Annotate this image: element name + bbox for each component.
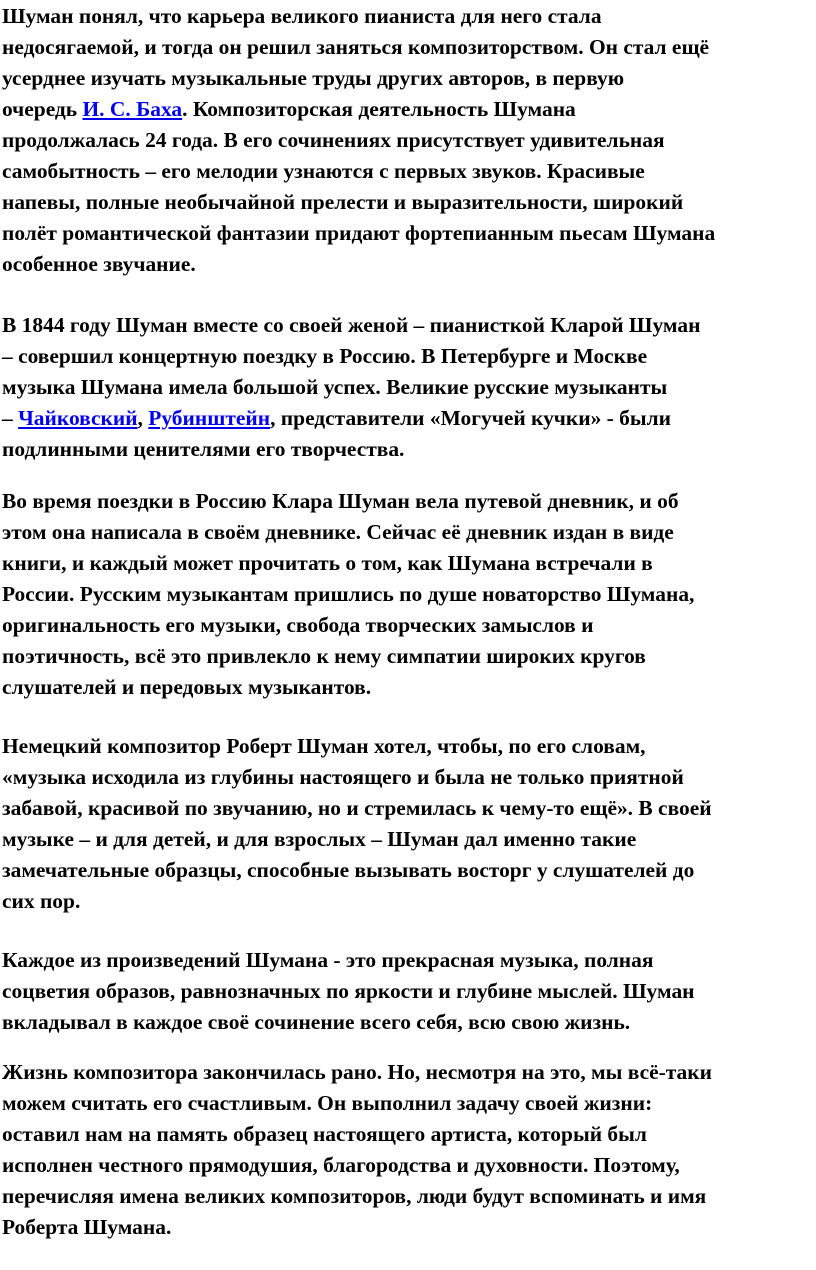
text-line: Жизнь композитора закончилась рано. Но, несмотря на это, мы всё-таки (2, 1060, 712, 1084)
text-line (2, 94, 816, 125)
text-line: оставил нам на память образец настоящего артиста, который был (2, 1122, 647, 1146)
text-line: продолжалась 24 года. В его сочинениях присутствует удивительная (2, 128, 665, 152)
text-line: недосягаемой, и тогда он решил заняться композиторством. Он стал ещё (2, 35, 710, 59)
text-line: музыка Шумана имела большой успех. Великие русские музыканты (2, 375, 668, 399)
paragraph-russia-trip (2, 310, 816, 465)
text-line: Немецкий композитор Роберт Шуман хотел, чтобы, по его словам, (2, 734, 646, 758)
text-line: поэтичность, всё это привлекло к нему симпатии широких кругов (2, 644, 646, 668)
text-line: сих пор. (2, 889, 81, 913)
text-segment: , (137, 406, 149, 430)
text-line: вкладывал в каждое своё сочинение всего себя, всю свою жизнь. (2, 1010, 631, 1034)
text-line: самобытность – его мелодии узнаются с первых звуков. Красивые (2, 159, 645, 183)
text-line: оригинальность его музыки, свобода творческих замыслов и (2, 613, 594, 637)
text-line (2, 403, 816, 434)
link-rubinstein[interactable]: Рубинштейн (148, 406, 271, 430)
link-tchaikovsky[interactable]: Чайковский (18, 406, 138, 430)
text-line: этом она написала в своём дневнике. Сейчас её дневник издан в виде (2, 520, 674, 544)
paragraph-music-depth (2, 731, 816, 917)
text-line: особенное звучание. (2, 252, 196, 276)
text-line: книги, и каждый может прочитать о том, как Шумана встречали в (2, 551, 653, 575)
paragraph-works (2, 945, 816, 1038)
text-line: «музыка исходила из глубины настоящего и была не только приятной (2, 765, 684, 789)
text-line: музыке – и для детей, и для взрослых – Шуман дал именно такие (2, 827, 637, 851)
text-line: замечательные образцы, способные вызывать восторг у слушателей до (2, 858, 695, 882)
text-line: подлинными ценителями его творчества. (2, 437, 405, 461)
text-line: напевы, полные необычайной прелести и выразительности, широкий (2, 190, 684, 214)
text-line: полёт романтической фантазии придают фортепианным пьесам Шумана (2, 221, 716, 245)
text-line: слушателей и передовых музыкантов. (2, 675, 372, 699)
text-line: Во время поездки в Россию Клара Шуман вела путевой дневник, и об (2, 489, 679, 513)
text-line: В 1844 году Шуман вместе со своей женой – пианисткой Кларой Шуман (2, 313, 701, 337)
text-segment: очередь (2, 97, 83, 121)
paragraph-career (2, 1, 816, 280)
text-line: забавой, красивой по звучанию, но и стремилась к чему-то ещё». В своей (2, 796, 712, 820)
text-line: исполнен честного прямодушия, благородства и духовности. Поэтому, (2, 1153, 680, 1177)
text-segment: – (2, 406, 19, 430)
text-line: Роберта Шумана. (2, 1215, 172, 1239)
text-segment: , представители «Могучей кучки» - были (270, 406, 672, 430)
link-bach[interactable]: И. С. Баха (82, 97, 183, 121)
text-line: – совершил концертную поездку в Россию. В Петербурге и Москве (2, 344, 648, 368)
text-line: соцветия образов, равнозначных по яркости и глубине мыслей. Шуман (2, 979, 695, 1003)
text-line: Шуман понял, что карьера великого пианиста для него стала (2, 4, 602, 28)
text-line: Каждое из произведений Шумана - это прекрасная музыка, полная (2, 948, 654, 972)
paragraph-clara-diary (2, 486, 816, 703)
text-line: усерднее изучать музыкальные труды других авторов, в первую (2, 66, 625, 90)
text-line: России. Русским музыкантам пришлись по душе новаторство Шумана, (2, 582, 695, 606)
text-line: перечисляя имена великих композиторов, люди будут вспоминать и имя (2, 1184, 707, 1208)
text-line: можем считать его счастливым. Он выполнил задачу своей жизни: (2, 1091, 653, 1115)
paragraph-legacy (2, 1057, 816, 1243)
text-segment: . Композиторская деятельность Шумана (182, 97, 576, 121)
